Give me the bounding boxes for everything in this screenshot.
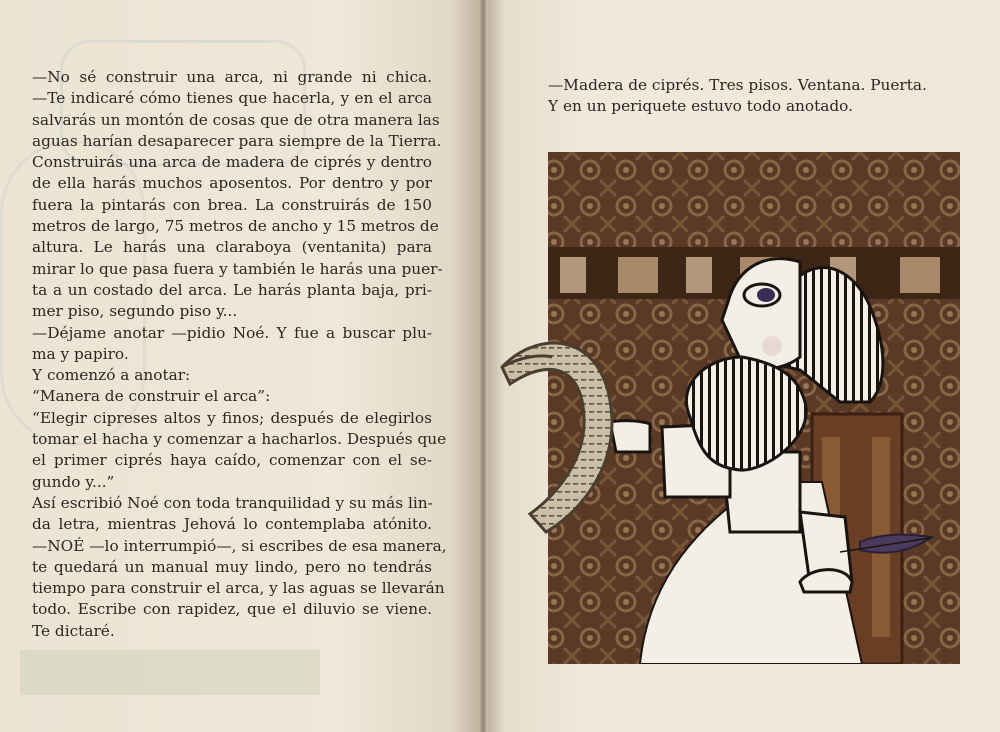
- text-line: mer piso, segundo piso y...: [32, 302, 238, 321]
- show-through-ghost: [20, 650, 320, 695]
- book-gutter: [478, 0, 488, 732]
- text-line: —NOÉ —lo interrumpió—, si escribes de esa manera,: [32, 536, 447, 555]
- text-line: Te dictaré.: [32, 621, 115, 640]
- text-line: Construirás una arca de madera de ciprés y dentro: [32, 153, 432, 172]
- text-line: el primer ciprés haya caído, comenzar con el se-: [32, 451, 432, 470]
- text-line: tomar el hacha y comenzar a hacharlos. Después que: [32, 430, 447, 449]
- text-line: aguas harían desaparecer para siempre de la Tierra.: [32, 131, 442, 150]
- text-line: Así escribió Noé con toda tranquilidad y su más lin-: [32, 493, 433, 512]
- left-page-text: [32, 67, 447, 642]
- text-line: de ella harás muchos aposentos. Por dentro y por: [32, 174, 432, 193]
- text-line: Y en un periquete estuvo todo anotado.: [548, 97, 853, 116]
- text-line: “Elegir cipreses altos y finos; después de elegirlos: [32, 408, 432, 427]
- text-line: gundo y...”: [32, 472, 115, 491]
- text-line: —Déjame anotar —pidio Noé. Y fue a buscar plu-: [32, 323, 432, 342]
- text-line: fuera la pintarás con brea. La construirás de 150: [32, 195, 432, 214]
- text-line: todo. Escribe con rapidez, que el diluvio se viene.: [32, 600, 432, 619]
- right-page-text: [548, 75, 958, 118]
- text-line: ta a un costado del arca. Le harás planta baja, pri-: [32, 280, 432, 299]
- text-line: —No sé construir una arca, ni grande ni chica.: [32, 68, 432, 86]
- text-line: te quedará un manual muy lindo, pero no tendrás: [32, 557, 432, 576]
- text-line: salvarás un montón de cosas que de otra manera las: [32, 110, 440, 129]
- text-line: “Manera de construir el arca”:: [32, 387, 271, 406]
- text-line: ma y papiro.: [32, 344, 129, 363]
- noah-illustration: [500, 152, 960, 664]
- text-line: tiempo para construir el arca, y las aguas se llevarán: [32, 579, 445, 598]
- text-line: —Madera de ciprés. Tres pisos. Ventana. Puerta.: [548, 76, 927, 94]
- text-line: metros de largo, 75 metros de ancho y 15 metros de: [32, 217, 439, 236]
- text-line: mirar lo que pasa fuera y también le harás una puer-: [32, 259, 443, 278]
- text-line: Y comenzó a anotar:: [32, 366, 191, 385]
- text-line: altura. Le harás una claraboya (ventanita) para: [32, 238, 432, 257]
- text-line: —Te indicaré cómo tienes que hacerla, y en el arca: [32, 89, 432, 108]
- text-line: da letra, mientras Jehová lo contemplaba atónito.: [32, 515, 432, 534]
